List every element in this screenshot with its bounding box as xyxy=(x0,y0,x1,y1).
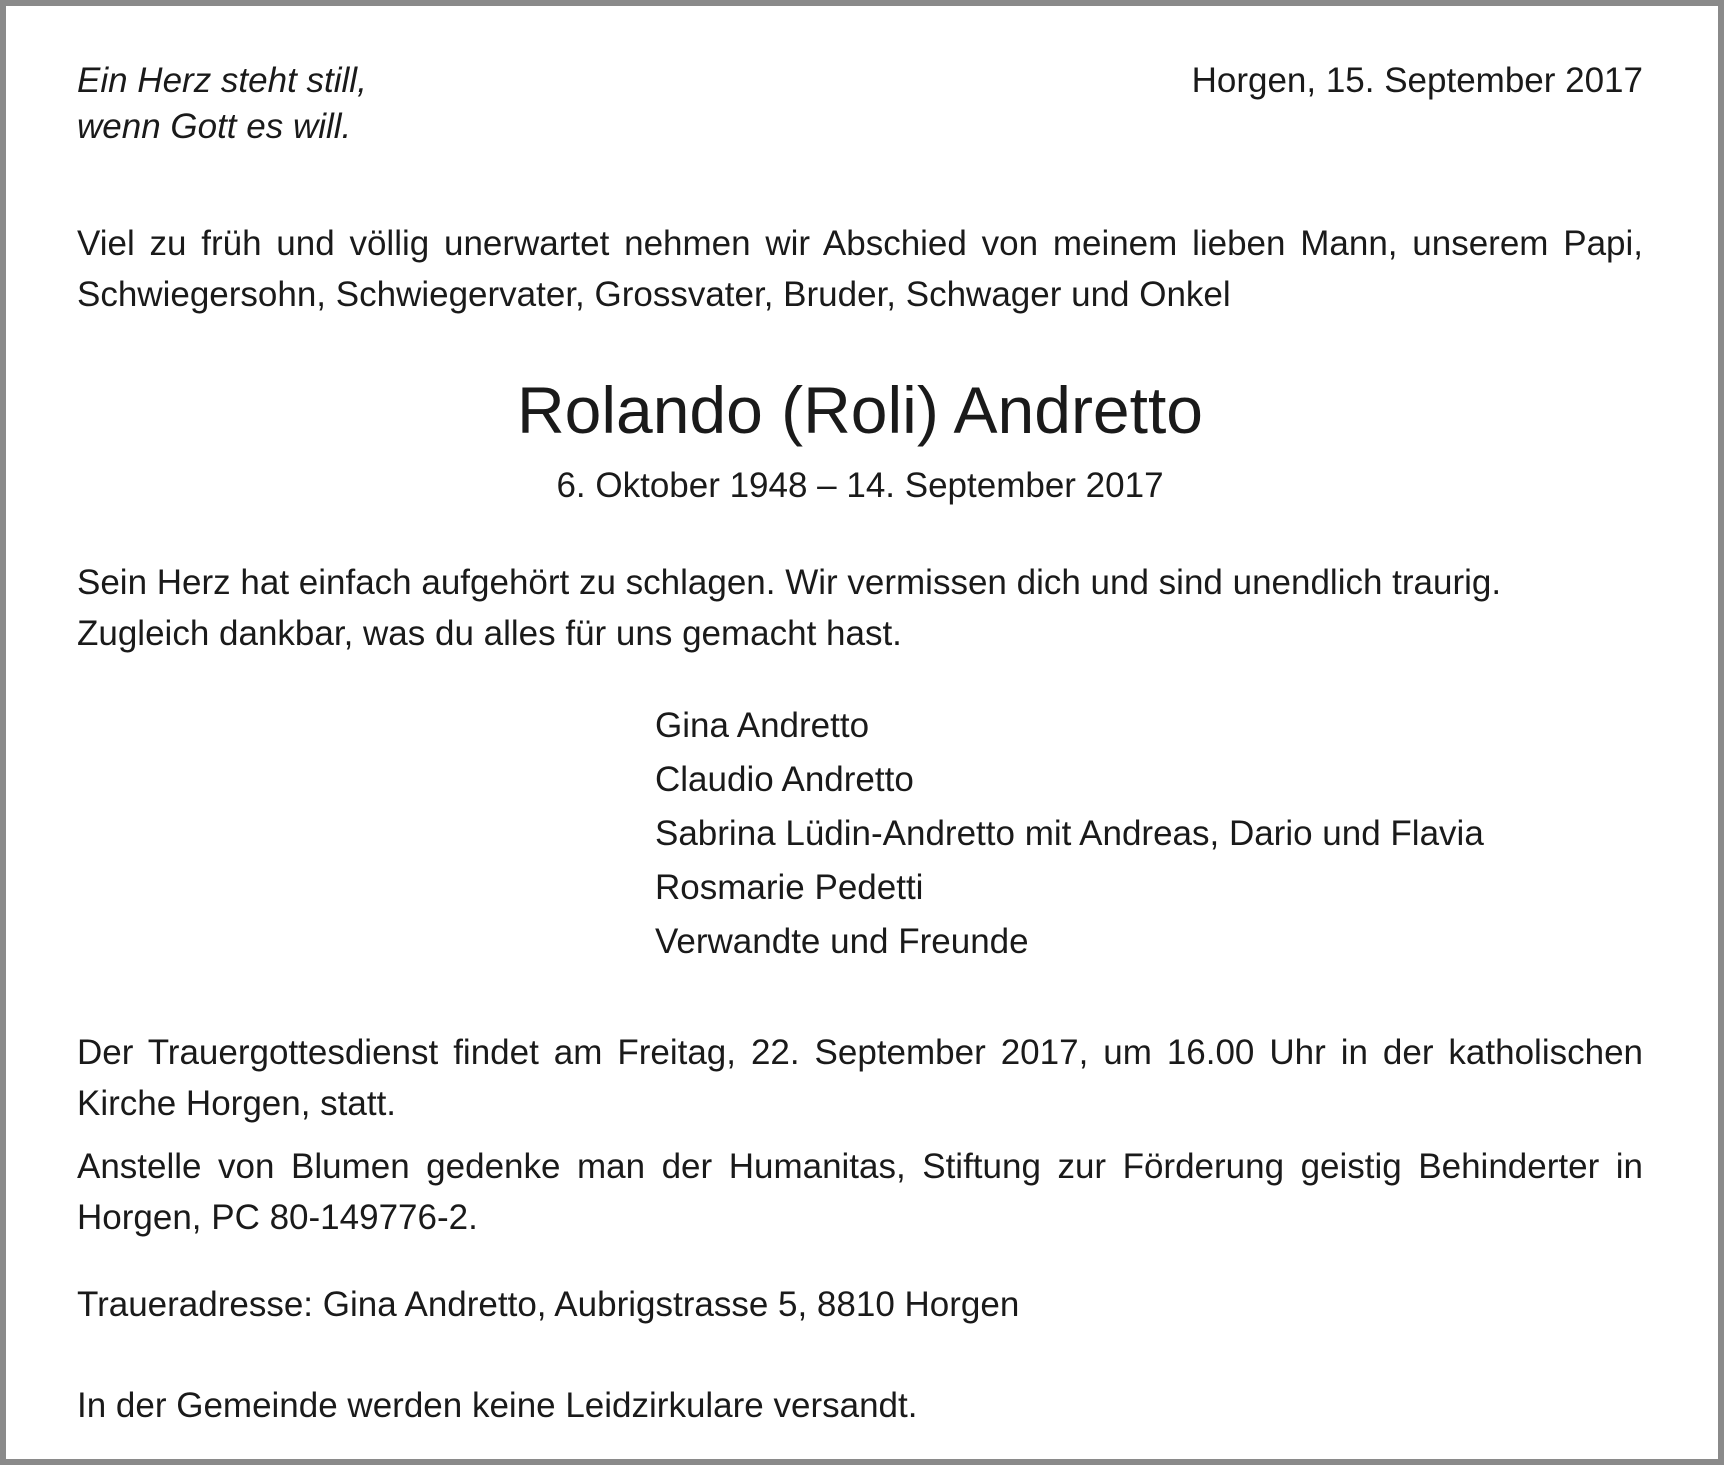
service-paragraph: Der Trauergottesdienst findet am Freitag, 22. September 2017, um 16.00 Uhr in der katholischen Kirche Horgen, statt. xyxy=(77,1033,1643,1123)
donation-paragraph: Anstelle von Blumen gedenke man der Humanitas, Stiftung zur Förderung geistig Behinderter in Horgen, PC 80-149776-2. xyxy=(77,1147,1643,1237)
obituary-content xyxy=(77,6,1643,1459)
mourner-item: Gina Andretto xyxy=(655,706,870,745)
deceased-name: Rolando (Roli) Andretto xyxy=(516,373,1204,447)
mourner-item: Sabrina Lüdin-Andretto mit Andreas, Dario und Flavia xyxy=(655,814,1484,853)
farewell-paragraph: Sein Herz hat einfach aufgehört zu schlagen. Wir vermissen dich und sind unendlich traurig. Zugleich dankbar, was du alles für uns gemacht hast. xyxy=(77,563,1502,653)
mourner-item: Claudio Andretto xyxy=(655,760,914,799)
closing-note: In der Gemeinde werden keine Leidzirkulare versandt. xyxy=(77,1386,918,1425)
motto xyxy=(77,58,367,150)
mourning-address: Traueradresse: Gina Andretto, Aubrigstrasse 5, 8810 Horgen xyxy=(77,1285,1020,1324)
mourner-item: Rosmarie Pedetti xyxy=(655,868,924,907)
life-dates: 6. Oktober 1948 – 14. September 2017 xyxy=(556,466,1164,505)
announcement-paragraph: Viel zu früh und völlig unerwartet nehmen wir Abschied von meinem lieben Mann, unserem Papi, Schwiegersohn, Schwiegervater, Grossvater, Bruder, Schwager und Onkel xyxy=(77,224,1643,314)
mourner-item: Verwandte und Freunde xyxy=(655,922,1029,961)
motto-line-2: wenn Gott es will. xyxy=(77,107,352,146)
motto-line-1: Ein Herz steht still, xyxy=(77,61,367,100)
mourners-list xyxy=(655,699,1484,969)
place-date: Horgen, 15. September 2017 xyxy=(1191,61,1643,100)
